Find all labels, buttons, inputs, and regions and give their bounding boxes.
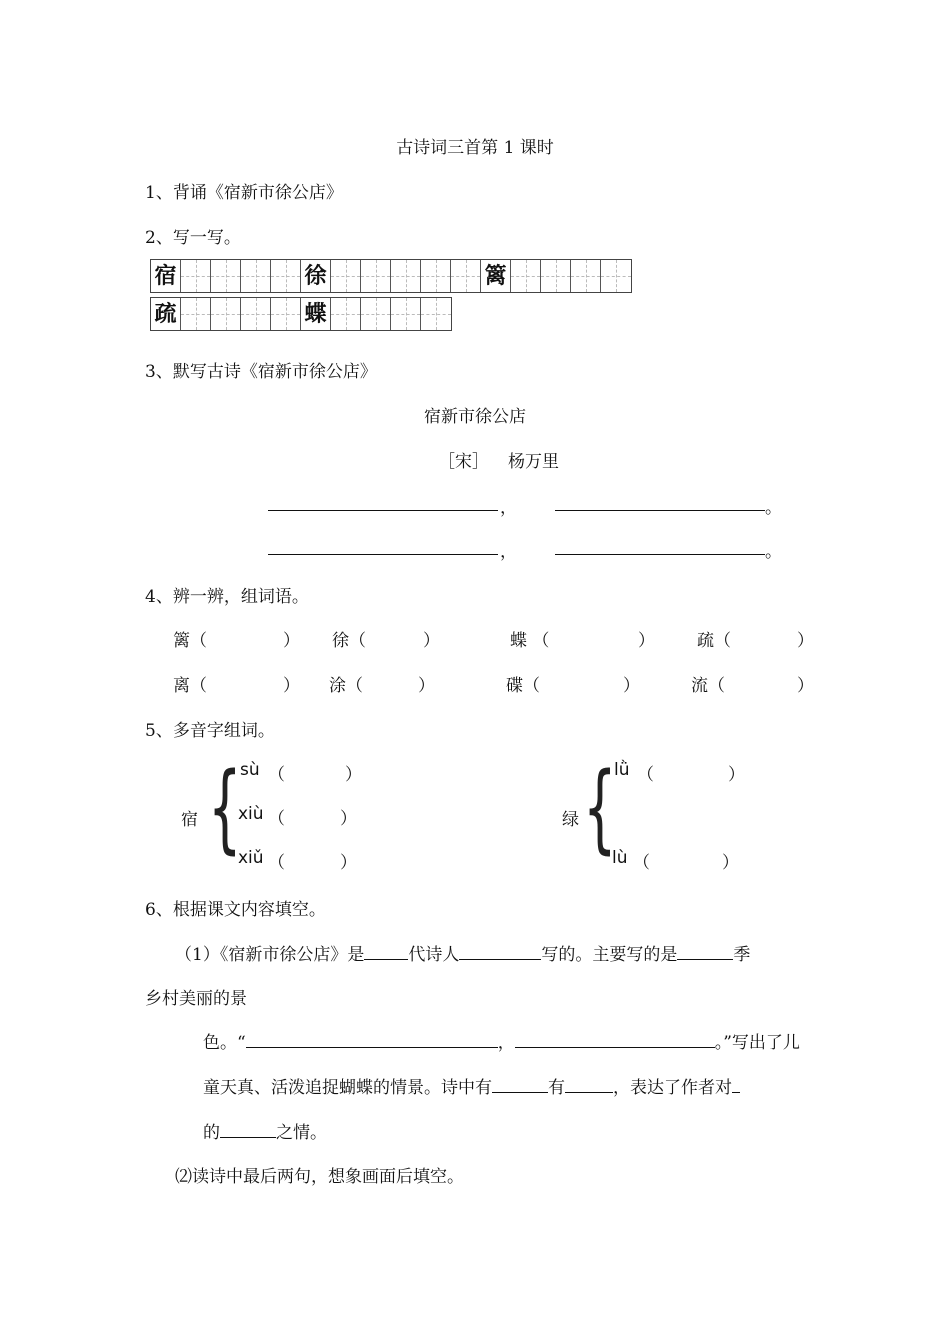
poem-title: 宿新市徐公店 xyxy=(424,407,526,427)
blank[interactable] xyxy=(364,942,408,960)
answer-line[interactable] xyxy=(555,554,765,555)
word-item: 徐（ xyxy=(332,631,366,651)
grid-cell[interactable] xyxy=(331,298,361,330)
grid-cell[interactable] xyxy=(421,260,451,292)
grid-cell[interactable] xyxy=(391,298,421,330)
q6-1-line-5 xyxy=(203,1118,327,1143)
pinyin: xiù xyxy=(238,804,264,824)
text: 代诗人 xyxy=(408,945,460,965)
grid-cell[interactable] xyxy=(271,298,301,330)
paren: ） xyxy=(283,676,300,696)
question-5: 5、多音字组词。 xyxy=(145,721,275,741)
word-item: 蝶 （ xyxy=(510,631,550,651)
brace-icon: { xyxy=(208,752,242,864)
question-2: 2、写一写。 xyxy=(145,228,241,248)
comma: ， xyxy=(500,498,517,518)
text: 之情。 xyxy=(276,1123,327,1143)
answer-line[interactable] xyxy=(268,510,498,511)
grid-char: 疏 xyxy=(151,298,181,330)
grid-cell[interactable] xyxy=(541,260,571,292)
grid-char: 徐 xyxy=(301,260,331,292)
text: ，表达了作者对 xyxy=(613,1078,732,1098)
grid-cell[interactable] xyxy=(511,260,541,292)
grid-cell[interactable] xyxy=(361,260,391,292)
paren: ） xyxy=(340,809,357,829)
period: 。 xyxy=(765,498,782,518)
question-6: 6、根据课文内容填空。 xyxy=(145,900,326,920)
grid-char: 篱 xyxy=(481,260,511,292)
word-item: 流（ xyxy=(691,676,725,696)
grid-cell[interactable] xyxy=(181,298,211,330)
question-4: 4、辨一辨，组词语。 xyxy=(145,587,309,607)
comma: ， xyxy=(500,542,517,562)
q6-1-line-2: 乡村美丽的景 xyxy=(145,989,247,1009)
paren: ） xyxy=(722,853,739,873)
blank[interactable] xyxy=(565,1075,613,1093)
grid-cell[interactable] xyxy=(211,298,241,330)
writing-grid-row-1 xyxy=(150,259,632,293)
paren: ） xyxy=(340,853,357,873)
paren: ） xyxy=(797,676,814,696)
paren: （ xyxy=(633,853,650,873)
q6-1-line-4 xyxy=(203,1073,740,1098)
text: 色。“ xyxy=(203,1033,246,1053)
paren: （ xyxy=(268,853,285,873)
pinyin: lù xyxy=(612,848,628,868)
grid-cell[interactable] xyxy=(421,298,451,330)
q6-2: ⑵读诗中最后两句，想象画面后填空。 xyxy=(175,1167,464,1187)
paren: ） xyxy=(418,676,435,696)
text: ， xyxy=(497,1033,515,1053)
blank[interactable] xyxy=(515,1030,715,1048)
question-3: 3、默写古诗《宿新市徐公店》 xyxy=(145,362,377,382)
writing-grid-row-2 xyxy=(150,297,452,331)
grid-cell[interactable] xyxy=(271,260,301,292)
grid-cell[interactable] xyxy=(601,260,631,292)
paren: ） xyxy=(283,631,300,651)
blank[interactable] xyxy=(677,942,733,960)
grid-cell[interactable] xyxy=(331,260,361,292)
poem-author: 杨万里 xyxy=(508,452,559,472)
grid-cell[interactable] xyxy=(241,298,271,330)
grid-cell[interactable] xyxy=(451,260,481,292)
paren: ） xyxy=(728,765,745,785)
grid-cell[interactable] xyxy=(571,260,601,292)
grid-cell[interactable] xyxy=(181,260,211,292)
text: （1）《宿新市徐公店》是 xyxy=(175,945,365,965)
word-item: 涂（ xyxy=(329,676,363,696)
pinyin: sù xyxy=(240,760,260,780)
blank[interactable] xyxy=(492,1075,548,1093)
pinyin: lǜ xyxy=(614,760,630,780)
text: 季 xyxy=(733,945,751,965)
q6-1-line-3 xyxy=(203,1028,800,1053)
paren: ） xyxy=(345,765,362,785)
pinyin: xiǔ xyxy=(238,848,264,868)
q6-1-line-1 xyxy=(175,940,750,965)
blank[interactable] xyxy=(246,1030,498,1048)
answer-line[interactable] xyxy=(268,554,498,555)
paren: ） xyxy=(638,631,655,651)
poem-dynasty: ［宋］ xyxy=(438,452,489,472)
grid-cell[interactable] xyxy=(241,260,271,292)
paren: （ xyxy=(268,809,285,829)
grid-char: 宿 xyxy=(151,260,181,292)
text: 有 xyxy=(548,1078,565,1098)
brace-icon: { xyxy=(583,752,617,864)
paren: ） xyxy=(423,631,440,651)
text: 的 xyxy=(203,1123,220,1143)
page-title: 古诗词三首第 1 课时 xyxy=(396,138,554,158)
paren: ） xyxy=(797,631,814,651)
word-item: 离（ xyxy=(173,676,207,696)
polyphone-char: 绿 xyxy=(562,810,579,830)
blank[interactable] xyxy=(732,1075,740,1093)
period: 。 xyxy=(765,542,782,562)
word-item: 碟（ xyxy=(506,676,540,696)
grid-cell[interactable] xyxy=(211,260,241,292)
blank[interactable] xyxy=(220,1120,276,1138)
text: 写的。主要写的是 xyxy=(541,945,678,965)
answer-line[interactable] xyxy=(555,510,765,511)
paren: （ xyxy=(637,765,654,785)
grid-cell[interactable] xyxy=(391,260,421,292)
blank[interactable] xyxy=(459,942,541,960)
word-item: 篱（ xyxy=(173,631,207,651)
grid-cell[interactable] xyxy=(361,298,391,330)
polyphone-char: 宿 xyxy=(181,810,198,830)
question-1: 1、背诵《宿新市徐公店》 xyxy=(145,183,343,203)
text: 。”写出了儿 xyxy=(714,1033,800,1053)
word-item: 疏（ xyxy=(697,631,731,651)
text: 童天真、活泼追捉蝴蝶的情景。诗中有 xyxy=(203,1078,492,1098)
grid-char: 蝶 xyxy=(301,298,331,330)
paren: （ xyxy=(268,765,285,785)
paren: ） xyxy=(623,676,640,696)
